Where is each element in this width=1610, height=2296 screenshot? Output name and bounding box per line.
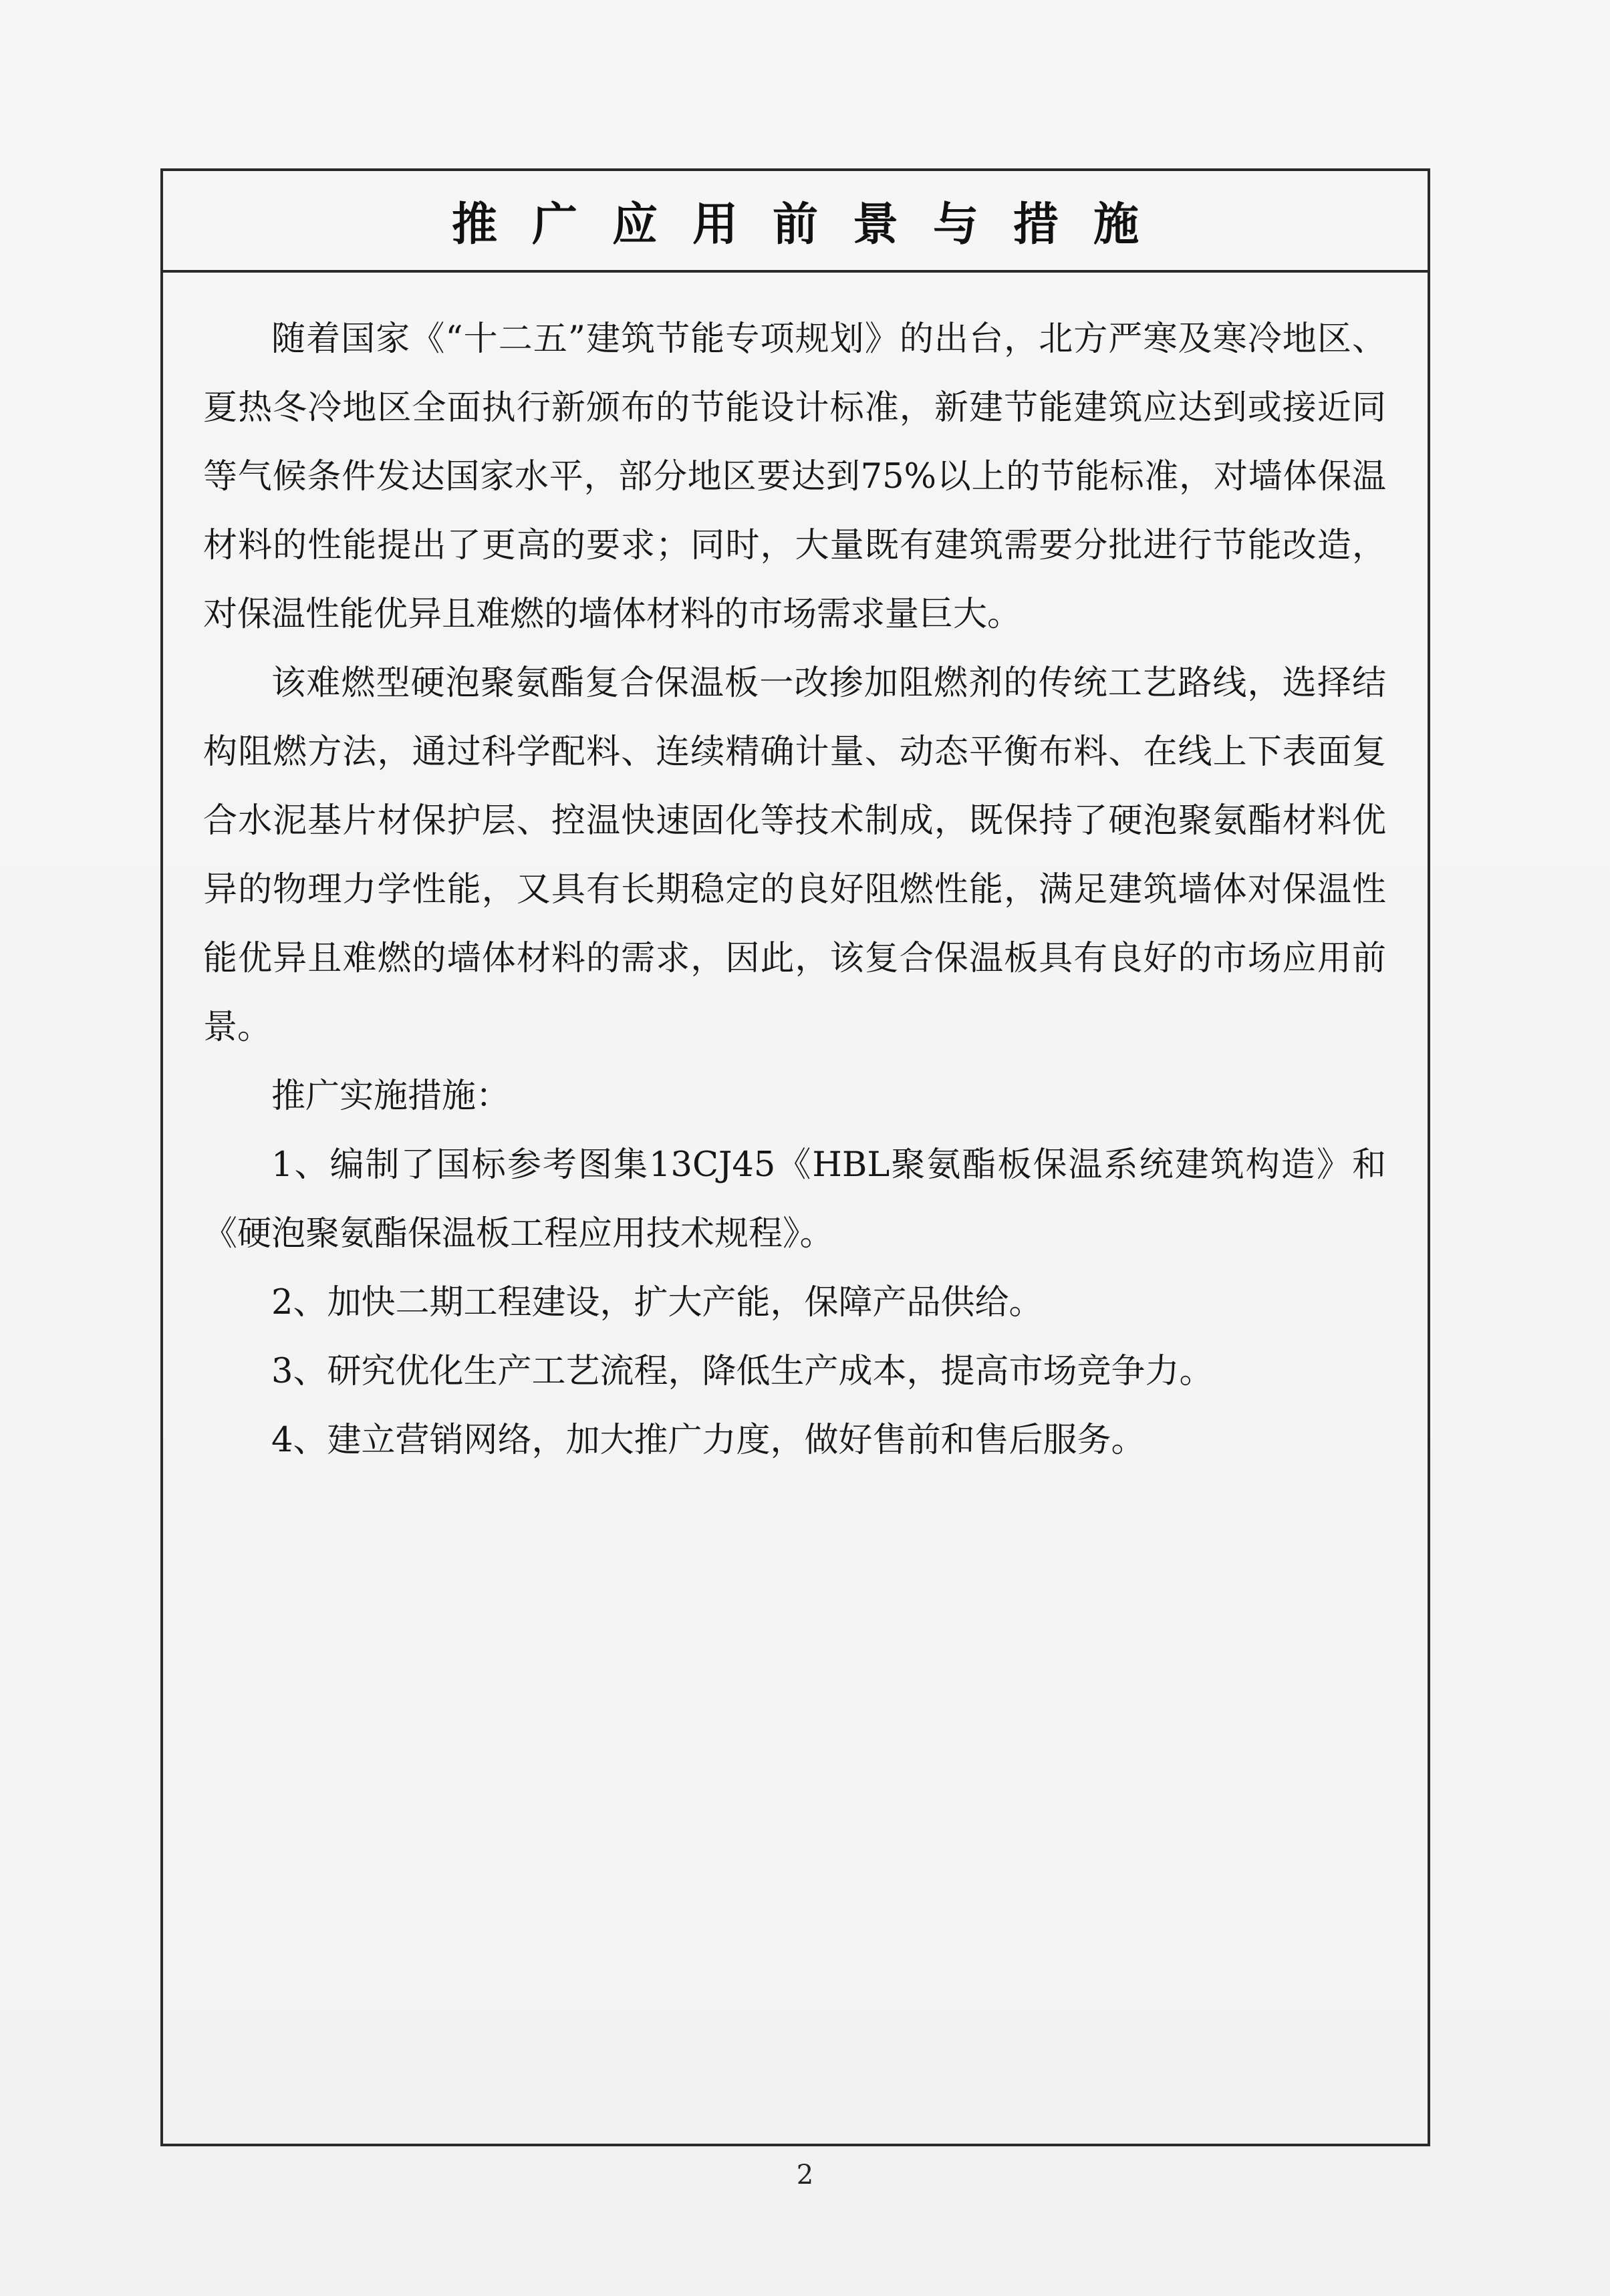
measure-item-2: 2、加快二期工程建设，扩大产能，保障产品供给。 [271,1283,1043,1322]
section-title: 推广应用前景与措施 [451,198,1174,251]
paragraph-product-technology: 该难燃型硬泡聚氨酯复合保温板一改掺加阻燃剂的传统工艺路线，选择结构阻燃方法，通过科学配料、连续精确计量、动态平衡布料、在线上下表面复合水泥基片材保护层、控温快速固化等技术制成，既保持了硬泡聚氨酯材料优异的物理力学性能，又具有长期稳定的良好阻燃性能，满足建筑墙体对保温性能优异且难燃的墙体材料的需求，因此，该复合保温板具有良好的市场应用前景。 [203,664,1386,1047]
paragraph-measures-heading: 推广实施措施： [271,1077,511,1116]
title-row [163,171,1428,273]
paragraph-market-outlook: 随着国家《“十二五”建筑节能专项规划》的出台，北方严寒及寒冷地区、夏热冬冷地区全面执行新颁布的节能设计标准，新建节能建筑应达到或接近同等气候条件发达国家水平，部分地区要达到75%以上的节能标准，对墙体保温材料的性能提出了更高的要求；同时，大量既有建筑需要分批进行节能改造，对保温性能优异且难燃的墙体材料的市场需求量巨大。 [203,319,1386,634]
measure-item-3: 3、研究优化生产工艺流程，降低生产成本，提高市场竞争力。 [271,1352,1214,1391]
body-text [203,305,1386,1475]
content-frame [160,168,1430,2146]
measure-item-4: 4、建立营销网络，加大推广力度，做好售前和售后服务。 [271,1421,1146,1460]
measure-item-1: 1、编制了国标参考图集13CJ45《HBL聚氨酯板保温系统建筑构造》和《硬泡聚氨酯保温板工程应用技术规程》。 [203,1145,1386,1254]
page-number: 2 [796,2160,814,2190]
